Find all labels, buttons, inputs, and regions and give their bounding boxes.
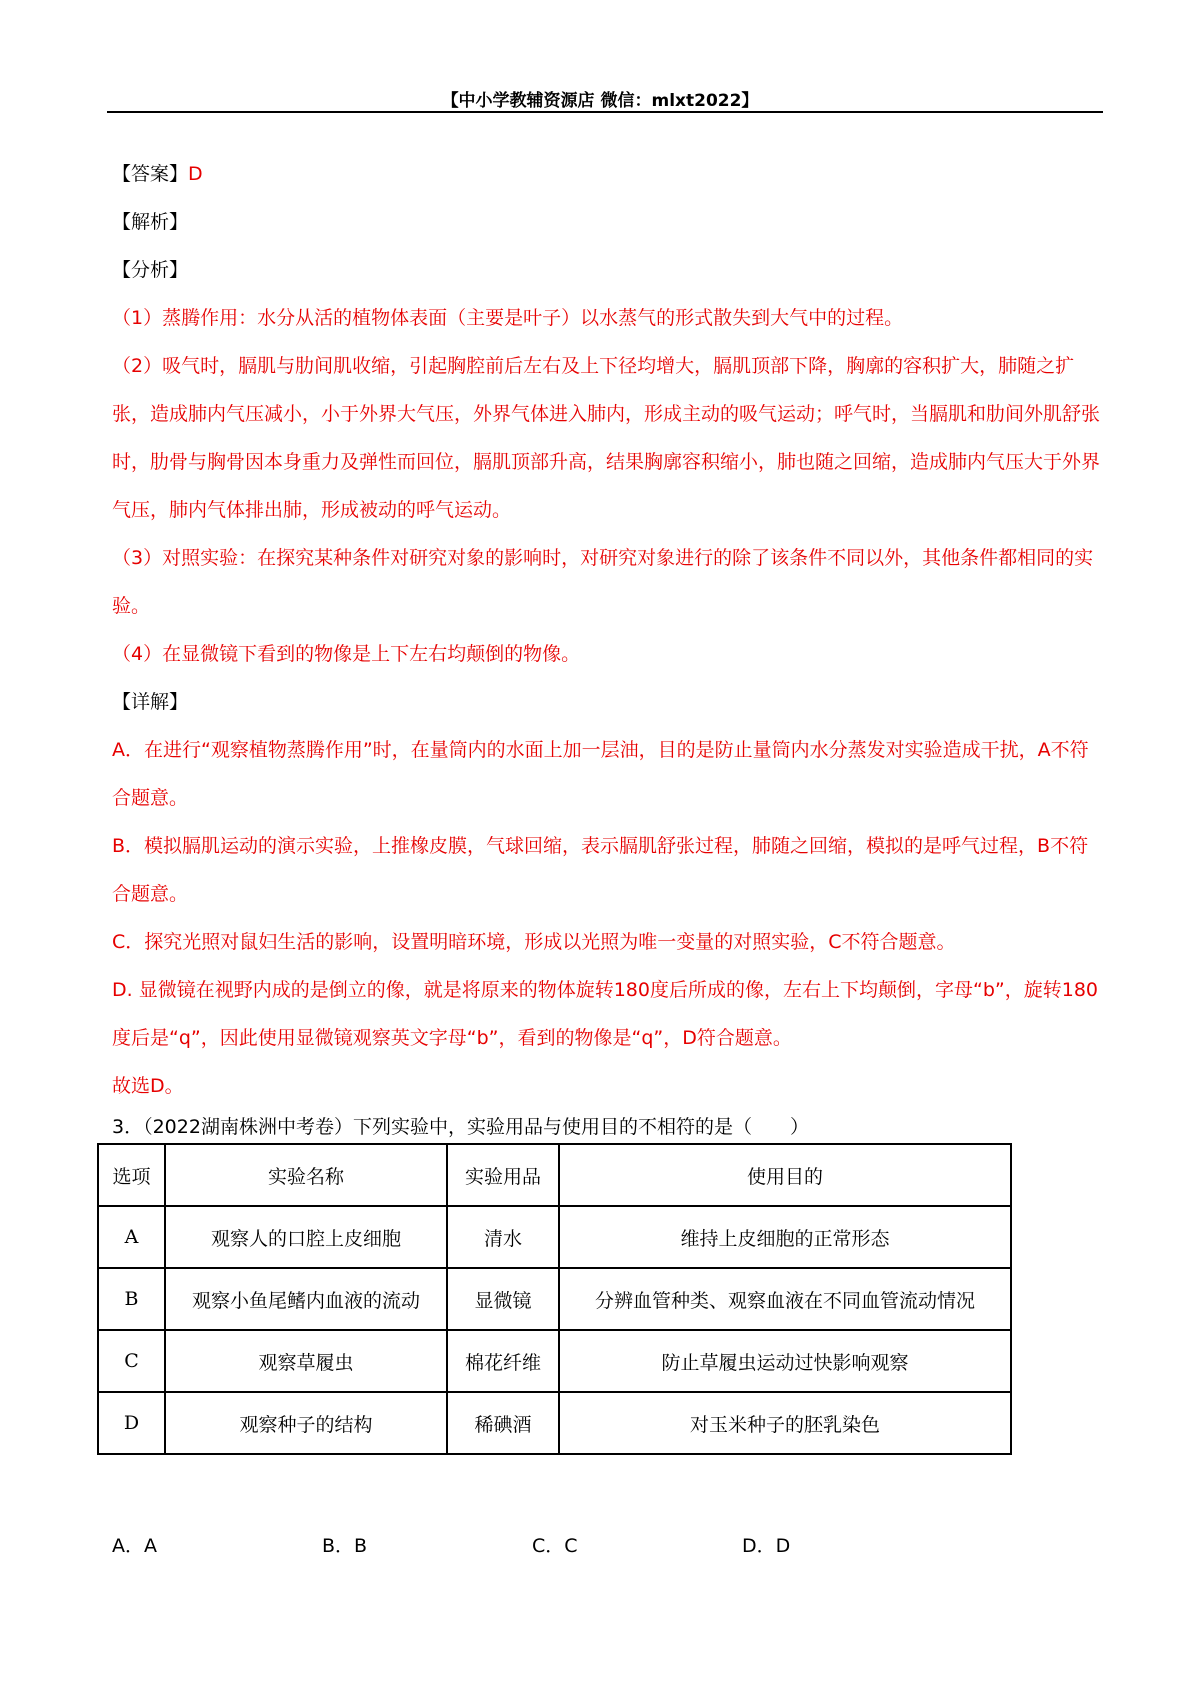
page-header: 【中小学教辅资源店 微信：mlxt2022】 <box>441 91 759 111</box>
table-header-cell: 选项 <box>98 1144 165 1206</box>
detail-d: D. 显微镜在视野内成的是倒立的像，就是将原来的物体旋转180度后所成的像，左右上下均颠倒，字母“b”，旋转180度后是“q”，因此使用显微镜观察英文字母“b”，看到的物像是“q”，D符合题意。 <box>112 979 1098 1049</box>
detail-b: B．模拟膈肌运动的演示实验，上推橡皮膜，气球回缩，表示膈肌舒张过程，肺随之回缩，模拟的是呼气过程，B不符合题意。 <box>112 835 1089 905</box>
table-cell: 显微镜 <box>447 1268 559 1330</box>
table-row <box>98 1392 1011 1454</box>
table-cell: 观察小鱼尾鳍内血液的流动 <box>165 1268 447 1330</box>
table-header-row <box>98 1144 1011 1206</box>
table-cell: 稀碘酒 <box>447 1392 559 1454</box>
conclusion: 故选D。 <box>112 1075 184 1097</box>
table-cell: D <box>98 1392 165 1454</box>
table-cell: 分辨血管种类、观察血液在不同血管流动情况 <box>559 1268 1011 1330</box>
detail-c: C．探究光照对鼠妇生活的影响，设置明暗环境，形成以光照为唯一变量的对照实验，C不符合题意。 <box>112 931 956 953</box>
table-cell: 观察种子的结构 <box>165 1392 447 1454</box>
table-cell: 观察草履虫 <box>165 1330 447 1392</box>
answer-value: D <box>188 163 203 185</box>
table-row <box>98 1268 1011 1330</box>
table-cell: A <box>98 1206 165 1268</box>
analysis-4: （4）在显微镜下看到的物像是上下左右均颠倒的物像。 <box>112 643 581 665</box>
table-row <box>98 1206 1011 1268</box>
answer-label: 【答案】 <box>112 163 189 185</box>
analysis-3: （3）对照实验：在探究某种条件对研究对象的影响时，对研究对象进行的除了该条件不同以外，其他条件都相同的实验。 <box>112 547 1094 617</box>
table-cell: C <box>98 1330 165 1392</box>
table-cell: 棉花纤维 <box>447 1330 559 1392</box>
header-rule <box>107 111 1103 113</box>
question-stem: 3．（2022湖南株洲中考卷）下列实验中，实验用品与使用目的不相符的是（ ） <box>112 1116 809 1138</box>
table-cell: 对玉米种子的胚乳染色 <box>559 1392 1011 1454</box>
answer-line <box>112 150 1102 198</box>
table-cell: 观察人的口腔上皮细胞 <box>165 1206 447 1268</box>
table-header-cell: 实验名称 <box>165 1144 447 1206</box>
experiment-table <box>97 1143 1012 1455</box>
xiangjie-label: 【详解】 <box>112 691 189 713</box>
table-cell: 维持上皮细胞的正常形态 <box>559 1206 1011 1268</box>
table-header-cell: 使用目的 <box>559 1144 1011 1206</box>
table-header-cell: 实验用品 <box>447 1144 559 1206</box>
jiexi-label: 【解析】 <box>112 211 189 233</box>
choice-d[interactable]: D．D <box>742 1535 791 1557</box>
analysis-2: （2）吸气时，膈肌与肋间肌收缩，引起胸腔前后左右及上下径均增大，膈肌顶部下降，胸廓的容积扩大，肺随之扩张，造成肺内气压减小，小于外界大气压，外界气体进入肺内，形成主动的吸气运动；呼气时，当膈肌和肋间外肌舒张时，肋骨与胸骨因本身重力及弹性而回位，膈肌顶部升高，结果胸廓容积缩小，肺也随之回缩，造成肺内气压大于外界气压，肺内气体排出肺，形成被动的呼气运动。 <box>112 355 1101 521</box>
answer-section <box>112 150 1102 1110</box>
table-cell: 防止草履虫运动过快影响观察 <box>559 1330 1011 1392</box>
detail-a: A．在进行“观察植物蒸腾作用”时，在量筒内的水面上加一层油，目的是防止量筒内水分蒸发对实验造成干扰，A不符合题意。 <box>112 739 1089 809</box>
choice-b[interactable]: B．B <box>322 1535 368 1557</box>
analysis-1: （1）蒸腾作用：水分从活的植物体表面（主要是叶子）以水蒸气的形式散失到大气中的过程。 <box>112 307 904 329</box>
choice-a[interactable]: A．A <box>112 1535 157 1557</box>
table-row <box>98 1330 1011 1392</box>
fenxi-label: 【分析】 <box>112 259 189 281</box>
choice-c[interactable]: C．C <box>532 1535 578 1557</box>
table-cell: B <box>98 1268 165 1330</box>
table-cell: 清水 <box>447 1206 559 1268</box>
